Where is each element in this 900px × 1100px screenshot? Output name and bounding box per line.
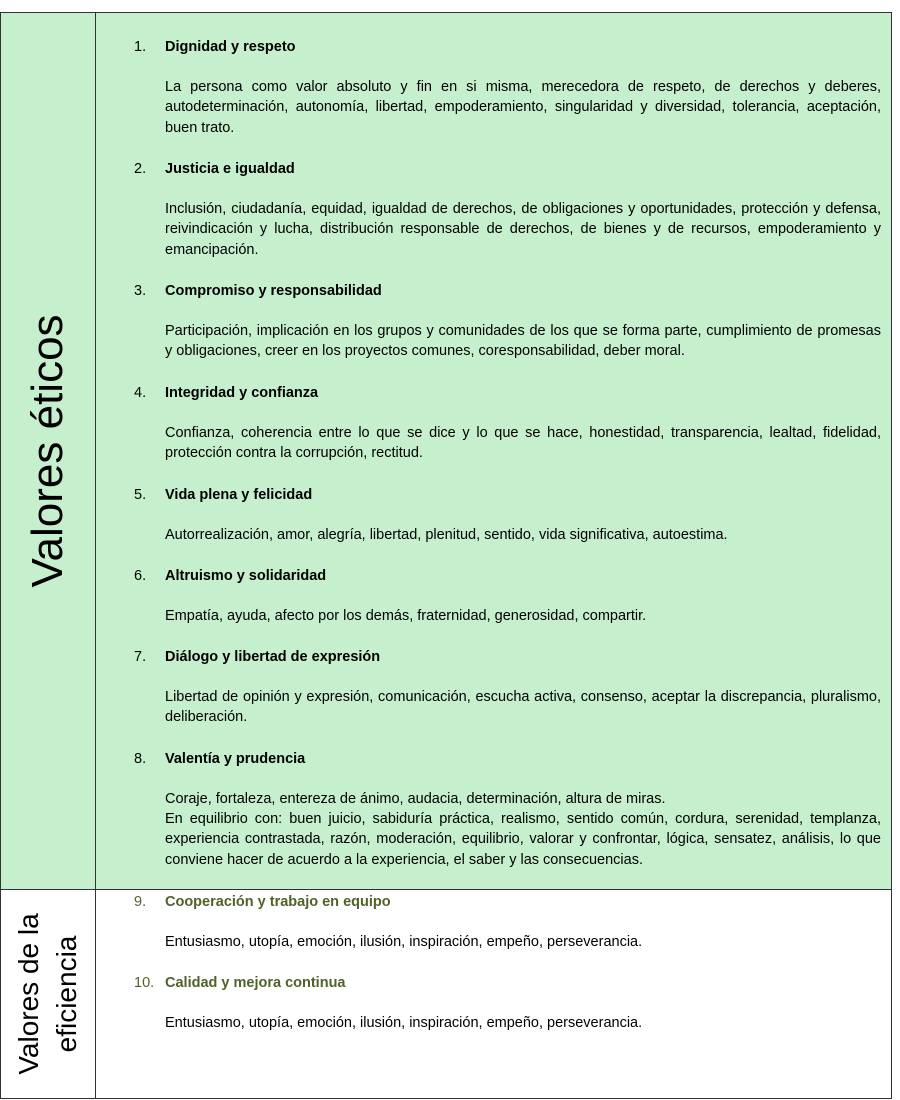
item-title: Justicia e igualdad — [165, 161, 295, 177]
item-title: Compromiso y responsabilidad — [165, 283, 382, 299]
item-number: 9. — [134, 894, 147, 910]
item-description: Inclusión, ciudadanía, equidad, igualdad de derechos, de obligaciones y oportunidades, protección y defensa, reivindicación y lucha, distribución responsable de derechos, de bienes y de recursos, empoderamiento y emancipación. — [165, 201, 881, 258]
efficiency-values-row — [1, 890, 891, 1098]
item-number: 8. — [134, 751, 147, 767]
item-number: 2. — [134, 161, 147, 177]
item-number: 3. — [134, 283, 147, 299]
item-number: 4. — [134, 385, 147, 401]
efficiency-values-label — [10, 913, 86, 1074]
item-description: Coraje, fortaleza, entereza de ánimo, audacia, determinación, altura de miras. — [165, 791, 666, 807]
item-title: Calidad y mejora continua — [165, 975, 346, 991]
values-table — [0, 12, 892, 1099]
ethical-values-row — [1, 13, 891, 890]
efficiency-label-line2: eficiencia — [51, 935, 82, 1053]
item-number: 6. — [134, 568, 147, 584]
item-title: Dignidad y respeto — [165, 39, 296, 55]
item-number: 10. — [134, 975, 155, 991]
item-title: Vida plena y felicidad — [165, 487, 313, 503]
ethical-values-label-cell — [1, 13, 96, 889]
efficiency-values-content — [96, 890, 891, 1098]
item-description: Confianza, coherencia entre lo que se dice y lo que se hace, honestidad, transparencia, lealtad, fidelidad, protección contra la corrupción, rectitud. — [165, 425, 881, 462]
item-description: La persona como valor absoluto y fin en si misma, merecedora de respeto, de derechos y deberes, autodeterminación, autonomía, libertad, empoderamiento, singularidad y diversidad, tolerancia, aceptación, buen trato. — [165, 79, 881, 136]
item-number: 5. — [134, 487, 147, 503]
item-description: Entusiasmo, utopía, emoción, ilusión, inspiración, empeño, perseverancia. — [165, 1015, 643, 1031]
item-title: Altruismo y solidaridad — [165, 568, 327, 584]
item-description: Entusiasmo, utopía, emoción, ilusión, inspiración, empeño, perseverancia. — [165, 934, 643, 950]
item-description: Participación, implicación en los grupos y comunidades de los que se forma parte, cumplimiento de promesas y obligaciones, creer en los proyectos comunes, coresponsabilidad, deber moral. — [165, 323, 881, 360]
efficiency-label-line1: Valores de la — [13, 913, 44, 1075]
item-number: 1. — [134, 39, 147, 55]
item-description-extra: En equilibrio con: buen juicio, sabiduría práctica, realismo, sentido común, cordura, serenidad, templanza, experiencia contrastada, razón, moderación, equilibrio, valorar y confrontar, lógica, sensatez, análisis, lo que conviene hacer de acuerdo a la experiencia, el saber y las consecuencias. — [165, 811, 881, 868]
item-title: Diálogo y libertad de expresión — [165, 649, 381, 665]
item-title: Integridad y confianza — [165, 385, 319, 401]
item-title: Valentía y prudencia — [165, 751, 306, 767]
item-title: Cooperación y trabajo en equipo — [165, 894, 391, 910]
ethical-values-content — [96, 13, 891, 889]
item-description: Empatía, ayuda, afecto por los demás, fraternidad, generosidad, compartir. — [165, 608, 647, 624]
item-number: 7. — [134, 649, 147, 665]
item-description: Autorrealización, amor, alegría, libertad, plenitud, sentido, vida significativa, autoestima. — [165, 527, 728, 543]
efficiency-values-label-cell — [1, 890, 96, 1098]
item-description: Libertad de opinión y expresión, comunicación, escucha activa, consenso, aceptar la discrepancia, pluralismo, deliberación. — [165, 689, 881, 726]
ethical-values-label: Valores éticos — [23, 314, 72, 588]
